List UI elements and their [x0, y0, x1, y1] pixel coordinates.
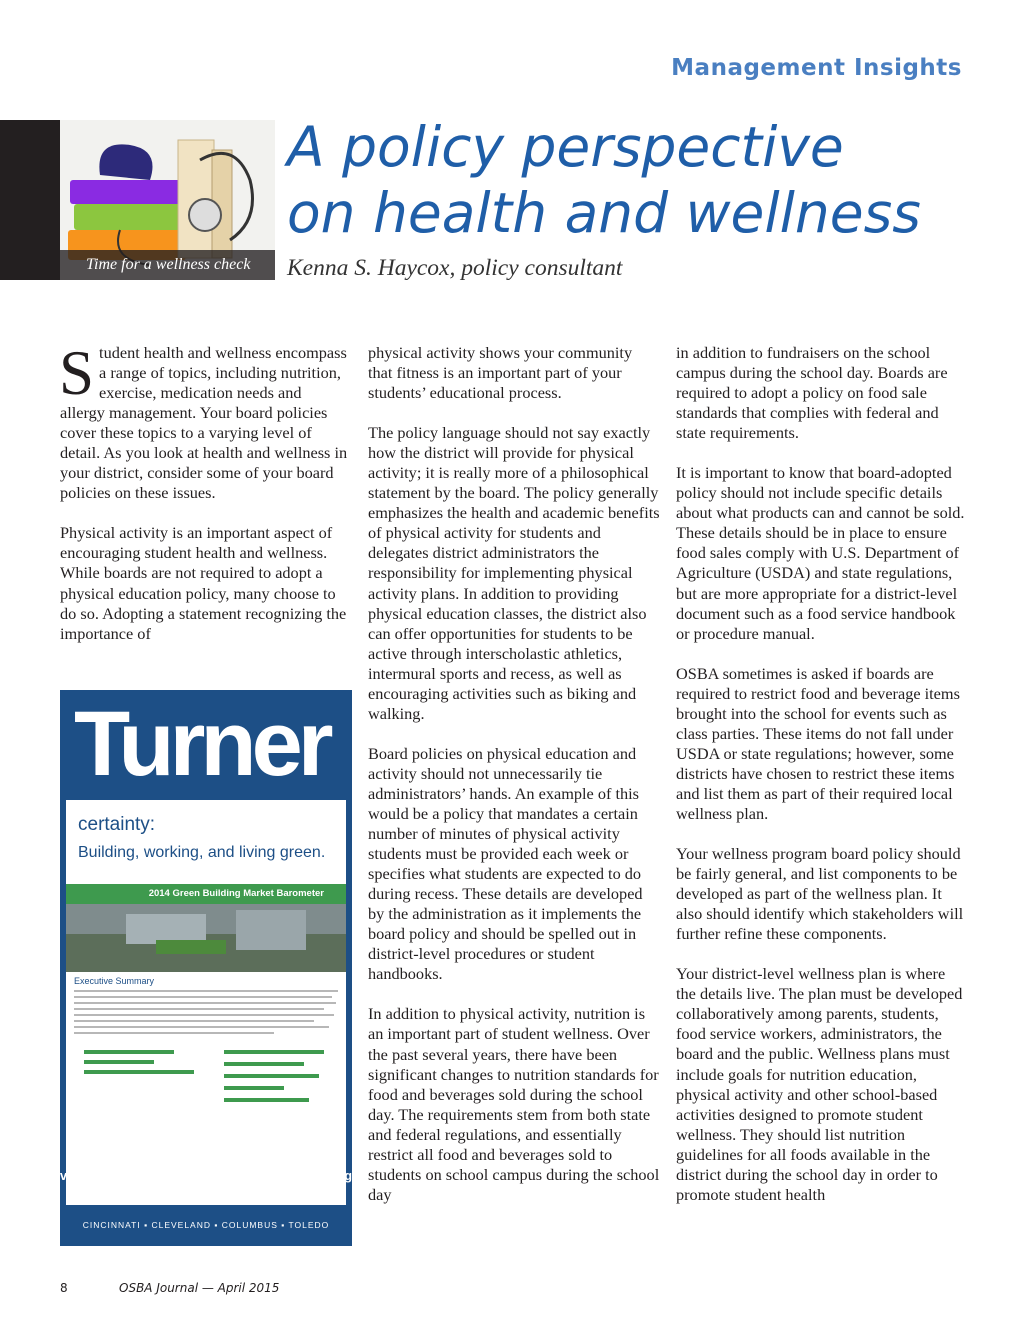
paragraph: Your district-level wellness plan is where the details live. The plan must be developed collaboratively among parents, students, food service workers, administrators, the board and the public. Wellness plans must include goals for nutrition education, physical activity and other school-based activities designed to promote student wellness. They should list nutrition guidelines for all foods available in the district during the school day in order to promote student health	[676, 964, 963, 1204]
drop-cap: S	[59, 338, 95, 408]
turner-logo: Turner	[74, 693, 329, 795]
section-label: Management Insights	[671, 55, 962, 81]
paragraph: It is important to know that board-adopted policy should not include specific details about what products can and cannot be sold. These details should be in place to ensure food sales comply with U.S. Department of Agriculture (USDA) and state regulations, but are more appropriate for a district-level document such as a food service handbook or procedure manual.	[676, 463, 965, 643]
paragraph: OSBA sometimes is asked if boards are required to restrict food and beverage items brought into the school for events such as class parties. These items do not fall under USDA or state regulations; however, some districts have chosen to restrict these items and list them as part of their required local wellness plan.	[676, 663, 960, 823]
paragraph: Board policies on physical education and activity should not unnecessarily tie administrators’ hands. An example of this would be a policy that mandates a certain number of minutes of physical activity students must be provided each week or specifies what students are expected to do during recess. These details are developed by the administration as it implements the board policy and should be spelled out in district-level procedures or student handbooks.	[368, 743, 643, 984]
article-column-1	[59, 338, 350, 664]
ad-report-body-graphic	[74, 990, 338, 1130]
article-column-3	[676, 343, 968, 1225]
title-line-2: on health and wellness	[287, 181, 921, 245]
ad-report-banner: 2014 Green Building Market Barometer	[66, 884, 346, 904]
ad-certainty: certainty:	[78, 814, 156, 835]
ad-question-text: What questions do you have about Green Building?	[82, 1129, 330, 1163]
ad-tagline: Building, working, and living green.	[78, 844, 326, 861]
page-number: 8	[60, 1281, 68, 1295]
paragraph: physical activity shows your community that fitness is an important part of your students’ educational process.	[368, 343, 633, 403]
green-building-photo	[66, 904, 346, 972]
paragraph-text: tudent health and wellness encompass a range of topics, including nutrition, exercise, medication needs and allergy management. Your board policies cover these topics to a varying level of detail. As you look at health and wellness in your district, consider some of your board policies on these issues.	[60, 343, 348, 503]
black-side-tab	[0, 120, 60, 280]
journal-issue: OSBA Journal — April 2015	[119, 1281, 280, 1295]
ad-call-to-action[interactable]	[60, 1126, 352, 1186]
article-column-2	[368, 343, 660, 1225]
paragraph: In addition to physical activity, nutrition is an important part of student wellness. Over the past several years, there have been significant changes to nutrition standards for food and beverages sold during the school day. The requirements stem from both state and federal regulations, and essentially restrict all food and beverages sold to students on school campus during the school day	[368, 1004, 660, 1204]
ad-executive-summary: Executive Summary	[74, 976, 155, 986]
ad-url-link[interactable]: visit www.turnerconstruction.com/green-building	[60, 1169, 352, 1183]
paragraph	[59, 338, 350, 503]
ad-cities: CINCINNATI ▪ CLEVELAND ▪ COLUMBUS ▪ TOLEDO	[82, 1220, 330, 1230]
paragraph: The policy language should not say exactly how the district will provide for physical activity; it is really more of a philosophical statement by the board. The policy generally emphasizes the health and academic benefits of physical activity for students and delegates district administrators the responsibility for implementing physical activity plans. In addition to providing physical education classes, the district also can offer opportunities for students to be active through interscholastic athletics, intermural sports and recess, as well as encouraging activities such as biking and walking.	[368, 423, 660, 723]
byline: Kenna S. Haycox, policy consultant	[287, 255, 623, 281]
photo-caption: Time for a wellness check	[60, 250, 275, 280]
title-line-1: A policy perspective	[287, 115, 844, 179]
paragraph: in addition to fundraisers on the school campus during the school day. Boards are required to adopt a policy on food sale standards that complies with federal and state requirements.	[676, 343, 948, 443]
paragraph: Your wellness program board policy should be fairly general, and list components to be developed as part of the wellness plan. It also should identify which stakeholders will further refine these components.	[676, 844, 964, 944]
turner-advertisement[interactable]	[60, 690, 352, 1246]
wellness-photo	[60, 120, 275, 280]
paragraph: Physical activity is an important aspect of encouraging student health and wellness. While boards are not required to adopt a physical education policy, many choose to do so. Adopting a statement recognizing the importance of	[60, 523, 347, 643]
article-title	[287, 114, 921, 246]
